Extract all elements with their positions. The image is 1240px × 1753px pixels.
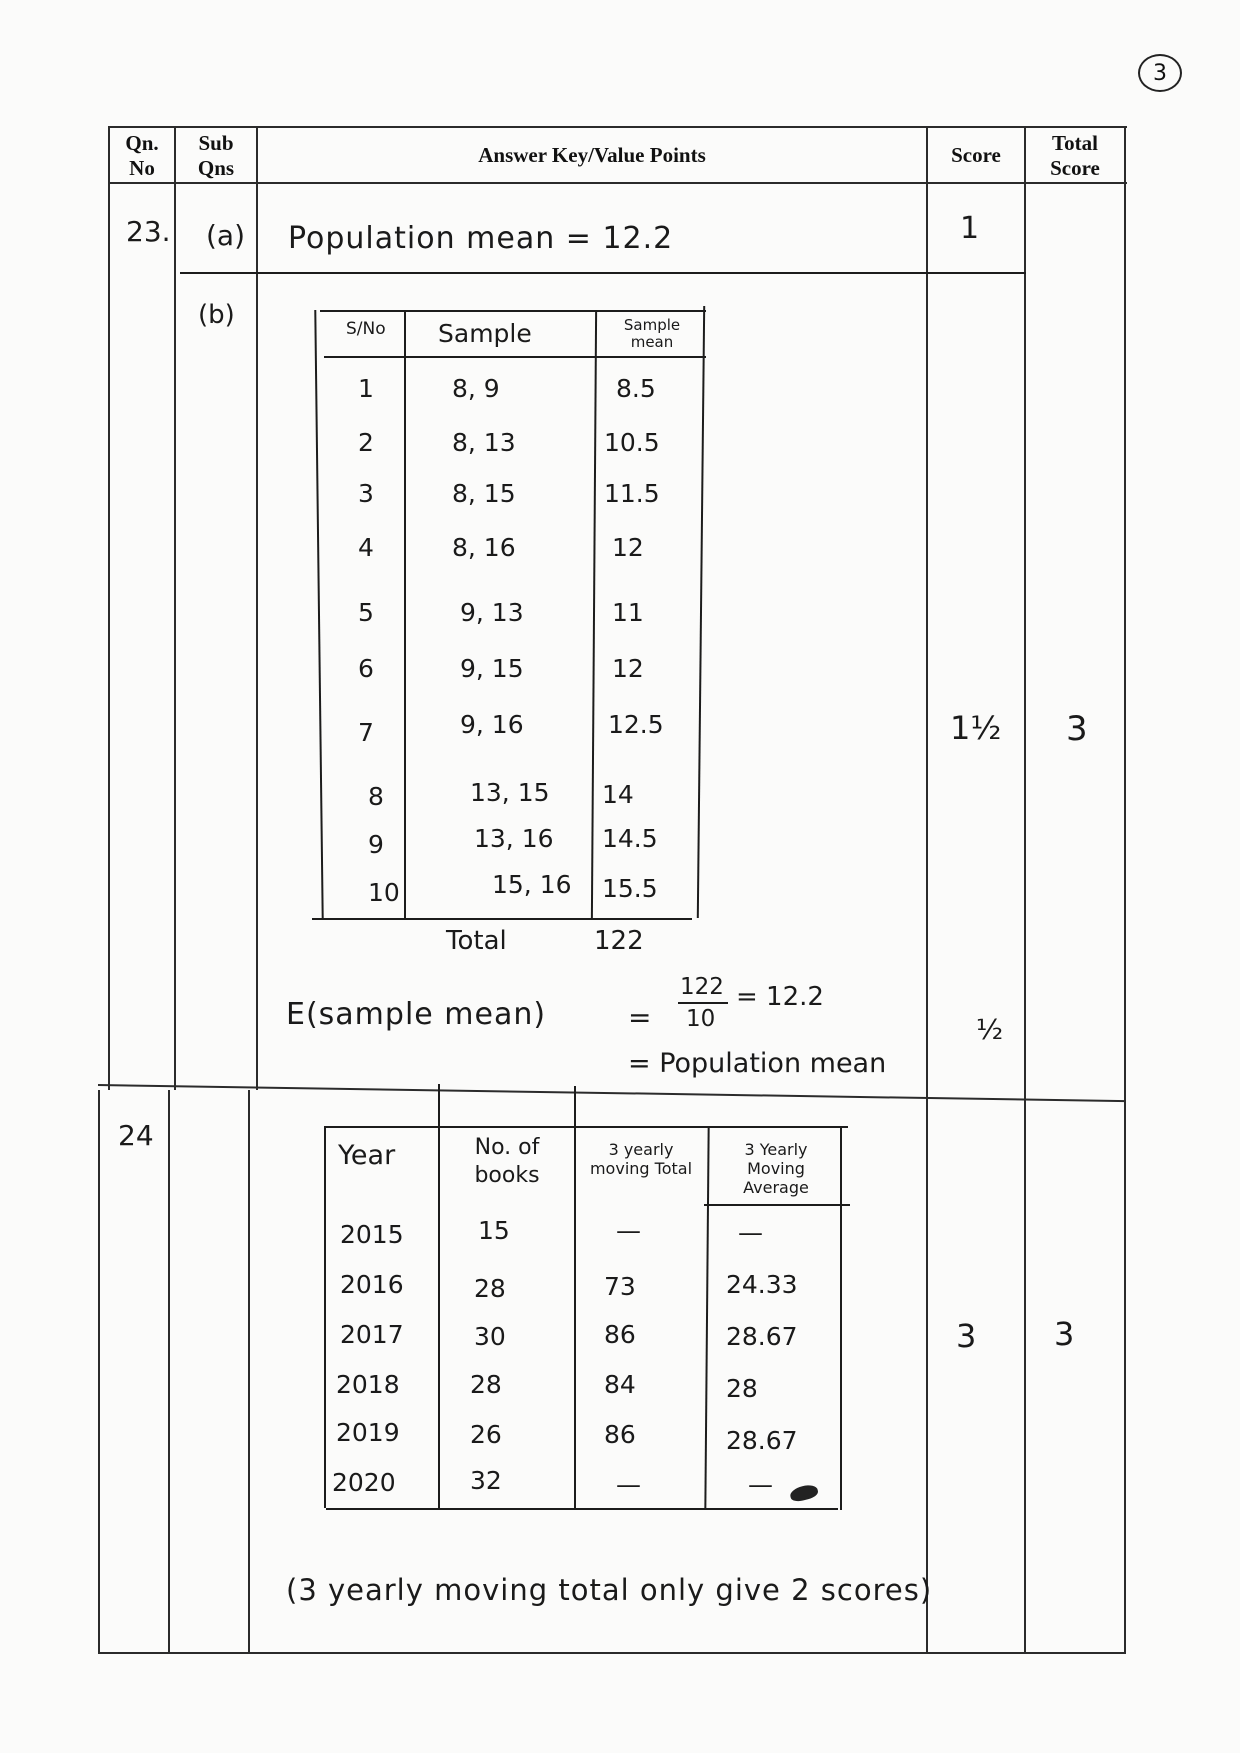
q24-row-2019-books: 26: [470, 1420, 502, 1449]
q23-table-top: [320, 310, 706, 312]
table-top-border: [109, 126, 1127, 128]
q24-note: (3 yearly moving total only give 2 scores): [286, 1573, 933, 1607]
q23-part-b-score-table: 1½: [950, 709, 1002, 747]
q23-col-sno: S/No: [346, 319, 386, 339]
header-qn-no: Qn. No: [125, 131, 159, 180]
q23-fraction-result: = 12.2: [736, 982, 824, 1012]
q23-row-7-sno: 7: [358, 718, 374, 747]
q23-total-value: 122: [594, 926, 644, 956]
header-total-score: Total Score: [1050, 131, 1100, 180]
q24-table-bottom: [326, 1508, 838, 1510]
q23-row-10-sample: 15, 16: [492, 870, 572, 899]
q23-row-9-sample: 13, 16: [474, 824, 554, 853]
header-answer-key: Answer Key/Value Points: [478, 143, 706, 167]
q24-row-2017-total: 86: [604, 1320, 636, 1349]
q24-row-2018-year: 2018: [336, 1370, 400, 1399]
q24-row-2019-total: 86: [604, 1420, 636, 1449]
q23-table-bottom: [312, 918, 692, 920]
q23-row-7-mean: 12.5: [608, 710, 664, 739]
table-right-border: [1124, 126, 1126, 1654]
q23-row-1-sno: 1: [358, 374, 374, 403]
q24-col-books: No. of books: [474, 1135, 540, 1188]
q23-row-2-sno: 2: [358, 428, 374, 457]
q24-number: 24: [118, 1119, 154, 1152]
q24-table-right: [840, 1126, 842, 1510]
q24-col-year: Year: [338, 1140, 396, 1171]
q23-fraction-bar: [678, 1002, 728, 1004]
q23-row-5-sample: 9, 13: [460, 598, 524, 627]
q24-row-2016-books: 28: [474, 1274, 506, 1303]
col-divider-score: [1024, 126, 1026, 1654]
q24-row-2019-year: 2019: [336, 1418, 400, 1447]
q23-row-4-mean: 12: [612, 533, 644, 562]
q23-row-2-mean: 10.5: [604, 428, 660, 457]
q23-row-9-mean: 14.5: [602, 824, 658, 853]
q23-part-b-score-expectation: ½: [976, 1013, 1004, 1046]
col-divider-sub-lower: [248, 1090, 250, 1654]
q24-col-moving-total: 3 yearly moving Total: [589, 1140, 693, 1178]
header-score: Score: [951, 143, 1001, 167]
q23-row-3-sample: 8, 15: [452, 479, 516, 508]
q23-row-10-sno: 10: [368, 878, 400, 907]
q23-fraction-numerator: 122: [680, 974, 724, 1000]
q23-row-3-sno: 3: [358, 479, 374, 508]
q23-expectation-lhs: E(sample mean): [286, 997, 547, 1032]
page-number: 3: [1138, 54, 1182, 92]
q24-table-left: [324, 1126, 326, 1508]
q23-row-6-sno: 6: [358, 654, 374, 683]
table-bottom-border: [98, 1652, 1124, 1654]
q23-row-3-mean: 11.5: [604, 479, 660, 508]
q23-row-7-sample: 9, 16: [460, 710, 524, 739]
q23-row-10-mean: 15.5: [602, 874, 658, 903]
q23-population-mean-eq: = Population mean: [628, 1048, 887, 1079]
q24-row-2016-total: 73: [604, 1272, 636, 1301]
col-divider-qn-lower: [168, 1090, 170, 1654]
col-divider-sub: [256, 126, 258, 1090]
q24-row-2020-year: 2020: [332, 1468, 396, 1497]
q23-row-8-sample: 13, 15: [470, 778, 550, 807]
q23-row-1-sample: 8, 9: [452, 374, 500, 403]
q23-row-4-sno: 4: [358, 533, 374, 562]
q23-table-col1: [404, 310, 406, 920]
q24-row-2015-average: —: [738, 1218, 763, 1247]
q24-row-2020-average: —: [748, 1470, 773, 1499]
q23-row-2-sample: 8, 13: [452, 428, 516, 457]
header-bottom-border: [109, 182, 1127, 184]
q23-table-col2: [591, 310, 597, 920]
q23-col-sample: Sample: [438, 319, 532, 348]
q23-part-a-label: (a): [206, 219, 246, 252]
q24-row-2016-average: 24.33: [726, 1270, 798, 1299]
q24-row-2015-books: 15: [478, 1216, 510, 1245]
q23-col-sample-mean: Sample mean: [623, 316, 681, 351]
q23-row-5-mean: 11: [612, 598, 644, 627]
q23-part-a-score: 1: [960, 211, 980, 246]
q24-row-2020-total: —: [616, 1470, 641, 1499]
q24-table-col1: [438, 1084, 440, 1510]
q24-row-2017-average: 28.67: [726, 1322, 798, 1351]
q23-table-header-rule: [324, 356, 706, 358]
q24-row-2020-books: 32: [470, 1466, 502, 1495]
q23-row-4-sample: 8, 16: [452, 533, 516, 562]
part-a-underline: [180, 272, 1026, 274]
question-separator: [98, 1084, 1126, 1102]
header-sub-qns: Sub Qns: [197, 131, 235, 180]
q23-total-label: Total: [446, 926, 507, 956]
table-left-border-lower: [98, 1090, 100, 1654]
q24-row-2015-total: —: [616, 1216, 641, 1245]
q23-total-score: 3: [1066, 709, 1088, 749]
q23-part-a-answer: Population mean = 12.2: [288, 221, 674, 256]
q23-expectation-eq: =: [628, 1001, 652, 1034]
q23-row-8-sno: 8: [368, 782, 384, 811]
q23-row-6-mean: 12: [612, 654, 644, 683]
q23-part-b-label: (b): [198, 300, 235, 330]
q23-row-5-sno: 5: [358, 598, 374, 627]
col-divider-answer: [926, 126, 928, 1654]
q24-row-2015-year: 2015: [340, 1220, 404, 1249]
col-divider-qn: [174, 126, 176, 1090]
q23-row-1-mean: 8.5: [616, 374, 656, 403]
q24-row-2017-books: 30: [474, 1322, 506, 1351]
q24-table-top: [324, 1126, 848, 1128]
q24-table-col3: [704, 1126, 709, 1510]
q23-row-9-sno: 9: [368, 830, 384, 859]
q23-row-8-mean: 14: [602, 780, 634, 809]
q23-table-left: [314, 310, 323, 920]
q24-table-col2: [574, 1086, 576, 1510]
q24-total-score: 3: [1054, 1315, 1075, 1353]
q24-row-2017-year: 2017: [340, 1320, 404, 1349]
q23-number: 23.: [126, 215, 171, 248]
q24-score: 3: [956, 1317, 977, 1355]
q24-row-2018-total: 84: [604, 1370, 636, 1399]
ink-smudge: [789, 1483, 820, 1503]
table-left-border: [108, 126, 110, 1090]
q23-table-right: [697, 306, 705, 918]
q23-row-6-sample: 9, 15: [460, 654, 524, 683]
q24-row-2018-books: 28: [470, 1370, 502, 1399]
q24-row-2016-year: 2016: [340, 1270, 404, 1299]
q23-fraction-denominator: 10: [686, 1006, 716, 1032]
q24-col-moving-average: 3 Yearly Moving Average: [743, 1140, 809, 1197]
q24-row-2018-average: 28: [726, 1374, 758, 1403]
q24-table-header-rule: [704, 1204, 850, 1206]
q24-row-2019-average: 28.67: [726, 1426, 798, 1455]
